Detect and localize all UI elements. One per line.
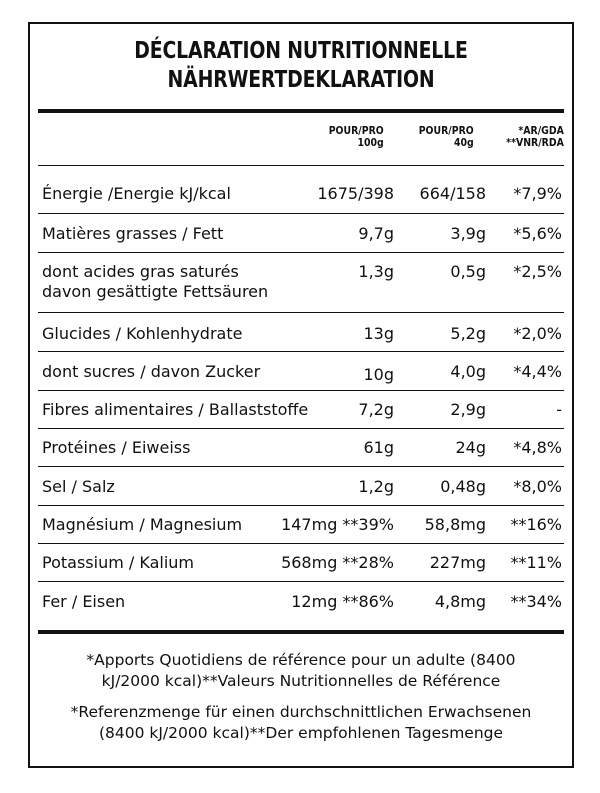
table-row	[38, 400, 564, 428]
row-value-100g: 568mg **28%	[281, 553, 394, 572]
row-value-reference: **34%	[510, 592, 562, 611]
row-value-100g: 9,7g	[358, 224, 394, 243]
row-label: Protéines / Eiweiss	[42, 438, 191, 457]
row-divider	[38, 351, 564, 352]
row-divider	[38, 213, 564, 214]
row-value-reference: -	[556, 400, 562, 419]
row-value-40g: 227mg	[429, 553, 486, 572]
header-reference-intake: *AR/GDA **VNR/RDA	[506, 124, 564, 149]
row-value-40g: 2,9g	[450, 400, 486, 419]
header-divider	[38, 165, 564, 166]
title-french: DÉCLARATION NUTRITIONNELLE	[134, 38, 468, 64]
row-label: Matières grasses / Fett	[42, 224, 224, 243]
row-value-40g: 4,0g	[450, 362, 486, 381]
table-row	[38, 184, 564, 212]
row-label: dont sucres / davon Zucker	[42, 362, 261, 381]
row-value-100g: 1,2g	[358, 477, 394, 496]
row-divider	[38, 428, 564, 429]
row-divider	[38, 312, 564, 313]
table-row	[38, 324, 564, 352]
table-row	[38, 262, 564, 312]
table-row	[38, 224, 564, 252]
row-value-100g: 7,2g	[358, 400, 394, 419]
row-value-100g: 10g	[363, 365, 394, 384]
row-value-reference: *4,8%	[513, 438, 562, 457]
table-row	[38, 362, 564, 390]
row-value-40g: 58,8mg	[424, 515, 486, 534]
row-value-reference: *7,9%	[513, 184, 562, 203]
row-value-40g: 3,9g	[450, 224, 486, 243]
row-label: Fibres alimentaires / Ballaststoffe	[42, 400, 309, 419]
row-value-reference: *5,6%	[513, 224, 562, 243]
table-row	[38, 438, 564, 466]
title-german: NÄHRWERTDEKLARATION	[167, 67, 435, 93]
row-divider	[38, 390, 564, 391]
header-per-40g: POUR/PRO 40g	[418, 124, 474, 149]
row-label: Glucides / Kohlenhydrate	[42, 324, 243, 343]
table-row	[38, 477, 564, 505]
row-value-reference: *2,5%	[513, 262, 562, 281]
row-value-40g: 5,2g	[450, 324, 486, 343]
row-value-100g: 12mg **86%	[291, 592, 394, 611]
row-label: Potassium / Kalium	[42, 553, 194, 572]
row-value-100g: 147mg **39%	[281, 515, 394, 534]
row-value-40g: 0,48g	[440, 477, 486, 496]
footnote-french: *Apports Quotidiens de référence pour un adulte (8400 kJ/2000 kcal)**Valeurs Nutritionnelles de Référence	[86, 651, 516, 690]
row-divider	[38, 505, 564, 506]
row-value-100g: 61g	[363, 438, 394, 457]
row-label-german: davon gesättigte Fettsäuren	[42, 282, 269, 301]
row-value-40g: 24g	[455, 438, 486, 457]
table-row	[38, 592, 564, 620]
table-row	[38, 553, 564, 581]
row-label: Fer / Eisen	[42, 592, 126, 611]
row-value-100g: 13g	[363, 324, 394, 343]
table-row	[38, 515, 564, 543]
row-value-reference: **11%	[510, 553, 562, 572]
row-label: Énergie /Energie kJ/kcal	[42, 184, 231, 203]
row-divider	[38, 581, 564, 582]
row-value-40g: 0,5g	[450, 262, 486, 281]
row-value-reference: *4,4%	[513, 362, 562, 381]
row-value-40g: 664/158	[419, 184, 486, 203]
row-divider	[38, 543, 564, 544]
row-divider	[38, 252, 564, 253]
row-value-100g: 1,3g	[358, 262, 394, 281]
row-value-40g: 4,8mg	[434, 592, 486, 611]
footnote-german: *Referenzmenge für einen durchschnittlichen Erwachsenen (8400 kJ/2000 kcal)**Der empfohlenen Tagesmenge	[70, 703, 532, 742]
row-value-reference: *2,0%	[513, 324, 562, 343]
row-label: Magnésium / Magnesium	[42, 515, 243, 534]
footer-divider	[38, 630, 564, 634]
row-value-100g: 1675/398	[317, 184, 394, 203]
header-per-100g: POUR/PRO 100g	[328, 124, 384, 149]
nutrition-panel	[28, 22, 574, 768]
title-divider	[38, 109, 564, 113]
row-value-reference: **16%	[510, 515, 562, 534]
row-value-reference: *8,0%	[513, 477, 562, 496]
row-divider	[38, 466, 564, 467]
row-label: Sel / Salz	[42, 477, 115, 496]
row-label: dont acides gras saturés	[42, 262, 239, 281]
